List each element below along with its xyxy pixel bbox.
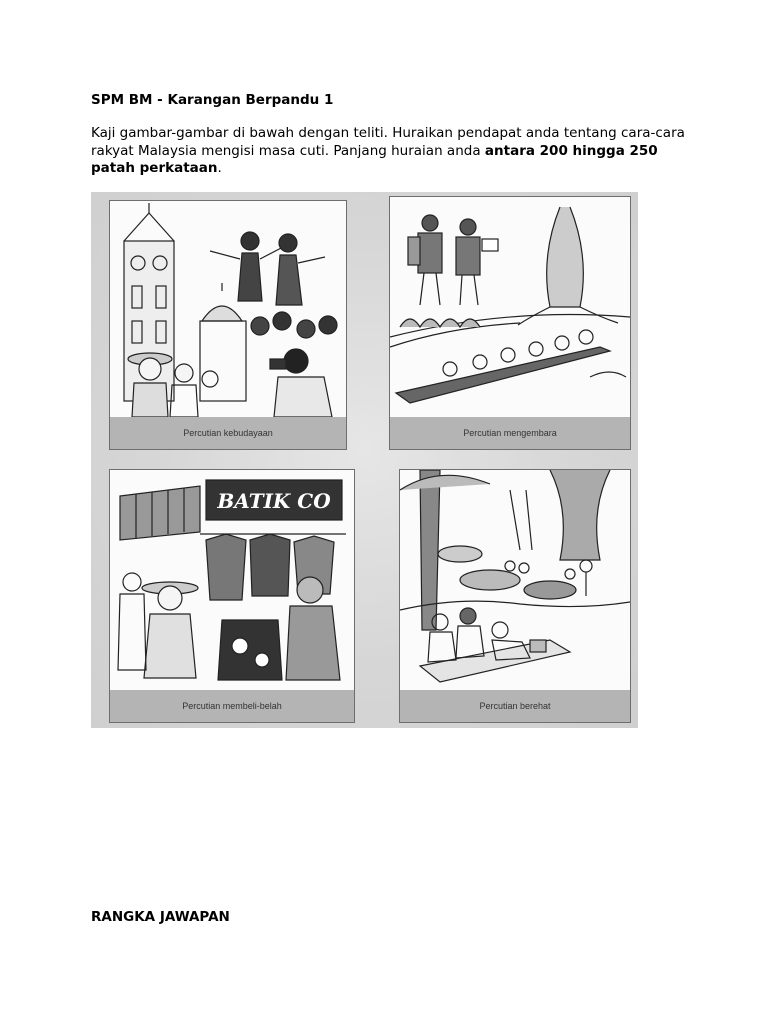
shopping-scene-illustration: [110, 470, 354, 690]
panel-caption: Percutian kebudayaan: [110, 417, 346, 449]
panel-adventure-holiday: [389, 196, 631, 450]
panel-caption: Percutian membeli-belah: [110, 690, 354, 722]
answer-outline-heading: RANGKA JAWAPAN: [91, 909, 230, 925]
panel-cultural-holiday: [109, 200, 347, 450]
panel-shopping-holiday: [109, 469, 355, 723]
instruction-text: Kaji gambar-gambar di bawah dengan teliti. Huraikan pendapat anda tentang cara-cara rakyat Malaysia mengisi masa cuti. Panjang huraian anda: [91, 125, 685, 159]
document-title: SPM BM - Karangan Berpandu 1: [91, 92, 334, 108]
relaxing-scene-illustration: [400, 470, 630, 690]
word-count-requirement: antara 200 hingga 250 patah perkataan: [91, 142, 658, 176]
instruction-end: .: [217, 160, 222, 176]
shop-sign-text: BATIK CO: [217, 489, 331, 513]
cultural-scene-illustration: [110, 201, 346, 417]
adventure-scene-illustration: [390, 197, 630, 417]
panel-relaxing-holiday: [399, 469, 631, 723]
panel-caption: Percutian berehat: [400, 690, 630, 722]
panel-caption: Percutian mengembara: [390, 417, 630, 449]
scanned-illustration-sheet: [91, 192, 638, 728]
instruction-paragraph: [91, 125, 691, 178]
